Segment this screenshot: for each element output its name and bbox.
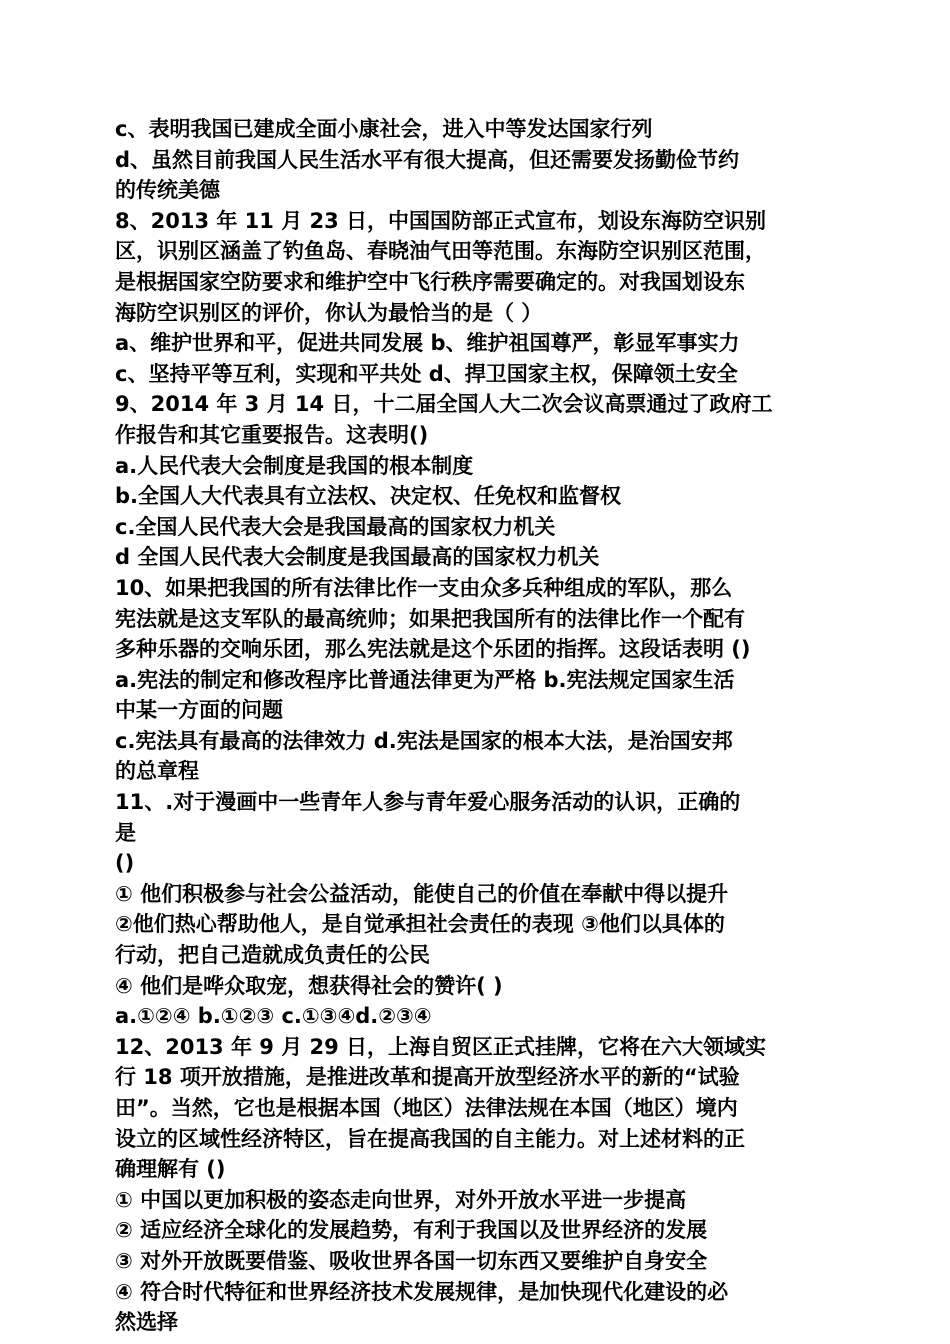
text-line: 海防空识别区的评价，你认为最恰当的是（ ） — [115, 300, 543, 325]
text-line: c.全国人民代表大会是我国最高的国家权力机关 — [115, 514, 556, 539]
text-line: ② 适应经济全球化的发展趋势，有利于我国以及世界经济的发展 — [115, 1218, 708, 1243]
text-line: 宪法就是这支军队的最高统帅；如果把我国所有的法律比作一个配有 — [115, 606, 745, 631]
text-line: 行 18 项开放措施，是推进改革和提高开放型经济水平的新的“试验 — [115, 1065, 740, 1090]
text-line: 设立的区域性经济特区，旨在提高我国的自主能力。对上述材料的正 — [115, 1126, 745, 1151]
text-line: 12、2013 年 9 月 29 日，上海自贸区正式挂牌，它将在六大领域实 — [115, 1034, 767, 1059]
text-line: () — [115, 851, 135, 876]
text-line: 田”。当然，它也是根据本国（地区）法律法规在本国（地区）境内 — [115, 1096, 738, 1120]
text-line: 确理解有 () — [115, 1157, 226, 1182]
text-line: d、虽然目前我国人民生活水平有很大提高，但还需要发扬勤俭节约 — [115, 147, 740, 172]
text-line: a.人民代表大会制度是我国的根本制度 — [115, 453, 474, 478]
text-line: a、维护世界和平，促进共同发展 b、维护祖国尊严，彰显军事实力 — [115, 331, 740, 356]
text-line: c、坚持平等互利，实现和平共处 d、捍卫国家主权，保障领土安全 — [115, 361, 738, 386]
text-line: b.全国人大代表具有立法权、决定权、任免权和监督权 — [115, 484, 622, 509]
text-line: 然选择 — [115, 1310, 178, 1335]
document-page — [115, 114, 850, 1338]
text-line: c.宪法具有最高的法律效力 d.宪法是国家的根本大法，是治国安邦 — [115, 728, 733, 753]
text-line: 的传统美德 — [115, 178, 220, 203]
text-line: 11、.对于漫画中一些青年人参与青年爱心服务活动的认识，正确的 — [115, 790, 741, 815]
text-line: 中某一方面的问题 — [115, 698, 283, 723]
text-line: 作报告和其它重要报告。这表明() — [115, 422, 429, 447]
text-line: 的总章程 — [115, 759, 199, 784]
text-line: 10、如果把我国的所有法律比作一支由众多兵种组成的军队，那么 — [115, 575, 733, 600]
text-line: 多种乐器的交响乐团，那么宪法就是这个乐团的指挥。这段话表明 () — [115, 637, 751, 662]
text-line: 区，识别区涵盖了钓鱼岛、春晓油气田等范围。东海防空识别区范围， — [115, 239, 766, 264]
text-line: 是 — [115, 820, 136, 845]
text-line: c、表明我国已建成全面小康社会，进入中等发达国家行列 — [115, 117, 653, 141]
text-line: ②他们热心帮助他人，是自觉承担社会责任的表现 ③他们以具体的 — [115, 912, 725, 937]
text-line: 行动，把自己造就成负责任的公民 — [115, 943, 430, 968]
text-line: a.宪法的制定和修改程序比普通法律更为严格 b.宪法规定国家生活 — [115, 667, 735, 692]
text-line: ③ 对外开放既要借鉴、吸收世界各国一切东西又要维护自身安全 — [115, 1248, 708, 1273]
text-line: d 全国人民代表大会制度是我国最高的国家权力机关 — [115, 545, 600, 570]
text-line: 9、2014 年 3 月 14 日，十二届全国人大二次会议高票通过了政府工 — [115, 392, 773, 417]
text-line: 8、2013 年 11 月 23 日，中国国防部正式宣布，划设东海防空识别 — [115, 208, 767, 233]
text-line: ① 他们积极参与社会公益活动，能使自己的价值在奉献中得以提升 — [115, 881, 729, 906]
text-line: ④ 符合时代特征和世界经济技术发展规律，是加快现代化建设的必 — [115, 1279, 729, 1304]
text-line: 是根据国家空防要求和维护空中飞行秩序需要确定的。对我国划设东 — [115, 269, 745, 294]
text-line: ① 中国以更加积极的姿态走向世界，对外开放水平进一步提高 — [115, 1187, 687, 1212]
text-line: ④ 他们是哗众取宠，想获得社会的赞许( ) — [115, 973, 503, 998]
text-line: a.①②④ b.①②③ c.①③④d.②③④ — [115, 1004, 432, 1029]
